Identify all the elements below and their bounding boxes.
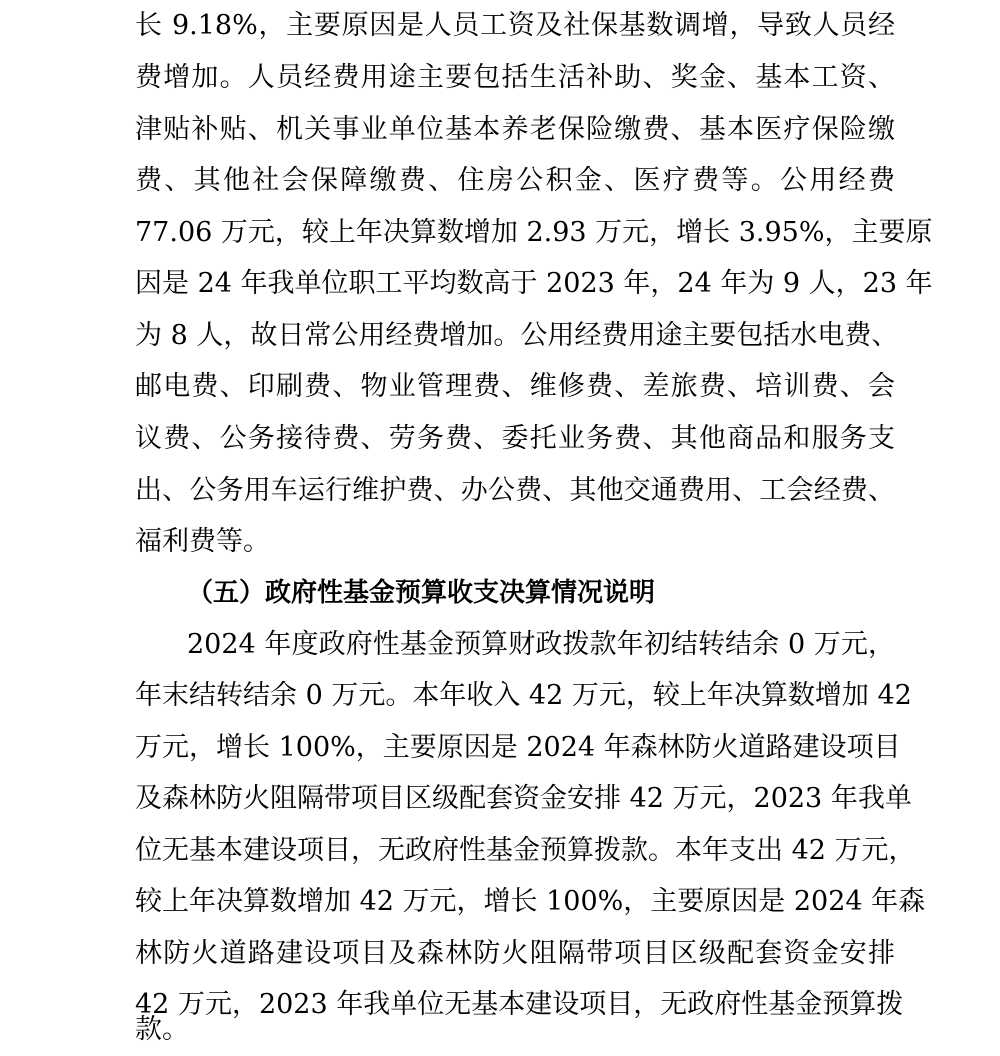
paragraph-line: 年末结转结余 0 万元。本年收入 42 万元，较上年决算数增加 42: [135, 680, 912, 711]
paragraph-line: 长 9.18%，主要原因是人员工资及社保基数调增，导致人员经: [135, 10, 895, 41]
paragraph-line: 福利费等。: [135, 526, 270, 557]
paragraph-line: 77.06 万元，较上年决算数增加 2.93 万元，增长 3.95%，主要原: [135, 217, 933, 248]
paragraph-line: 议费、公务接待费、劳务费、委托业务费、其他商品和服务支: [135, 423, 895, 454]
section-heading: （五）政府性基金预算收支决算情况说明: [187, 578, 656, 608]
paragraph-line: 林防火道路建设项目及森林防火阻隔带项目区级配套资金安排: [135, 938, 895, 969]
paragraph-line: 出、公务用车运行维护费、办公费、其他交通费用、工会经费、: [135, 475, 895, 506]
paragraph-line: 费、其他社会保障缴费、住房公积金、医疗费等。公用经费: [135, 165, 895, 196]
paragraph-line: 万元，增长 100%，主要原因是 2024 年森林防火道路建设项目: [135, 732, 901, 763]
paragraph-line: 因是 24 年我单位职工平均数高于 2023 年，24 年为 9 人，23 年: [135, 268, 933, 299]
paragraph-line: 42 万元，2023 年我单位无基本建设项目，无政府性基金预算拨: [135, 989, 904, 1020]
paragraph-line: 2024 年度政府性基金预算财政拨款年初结转结余 0 万元，: [187, 629, 895, 660]
paragraph-line: 款。: [135, 1014, 189, 1045]
paragraph-line: 为 8 人，故日常公用经费增加。公用经费用途主要包括水电费、: [135, 320, 899, 351]
paragraph-line: 位无基本建设项目，无政府性基金预算拨款。本年支出 42 万元，: [135, 835, 916, 866]
paragraph-line: 津贴补贴、机关事业单位基本养老保险缴费、基本医疗保险缴: [135, 114, 895, 145]
paragraph-line: 邮电费、印刷费、物业管理费、维修费、差旅费、培训费、会: [135, 371, 895, 402]
paragraph-line: 费增加。人员经费用途主要包括生活补助、奖金、基本工资、: [135, 62, 895, 93]
paragraph-line: 较上年决算数增加 42 万元，增长 100%，主要原因是 2024 年森: [135, 886, 926, 917]
paragraph-line: 及森林防火阻隔带项目区级配套资金安排 42 万元，2023 年我单: [135, 783, 912, 814]
